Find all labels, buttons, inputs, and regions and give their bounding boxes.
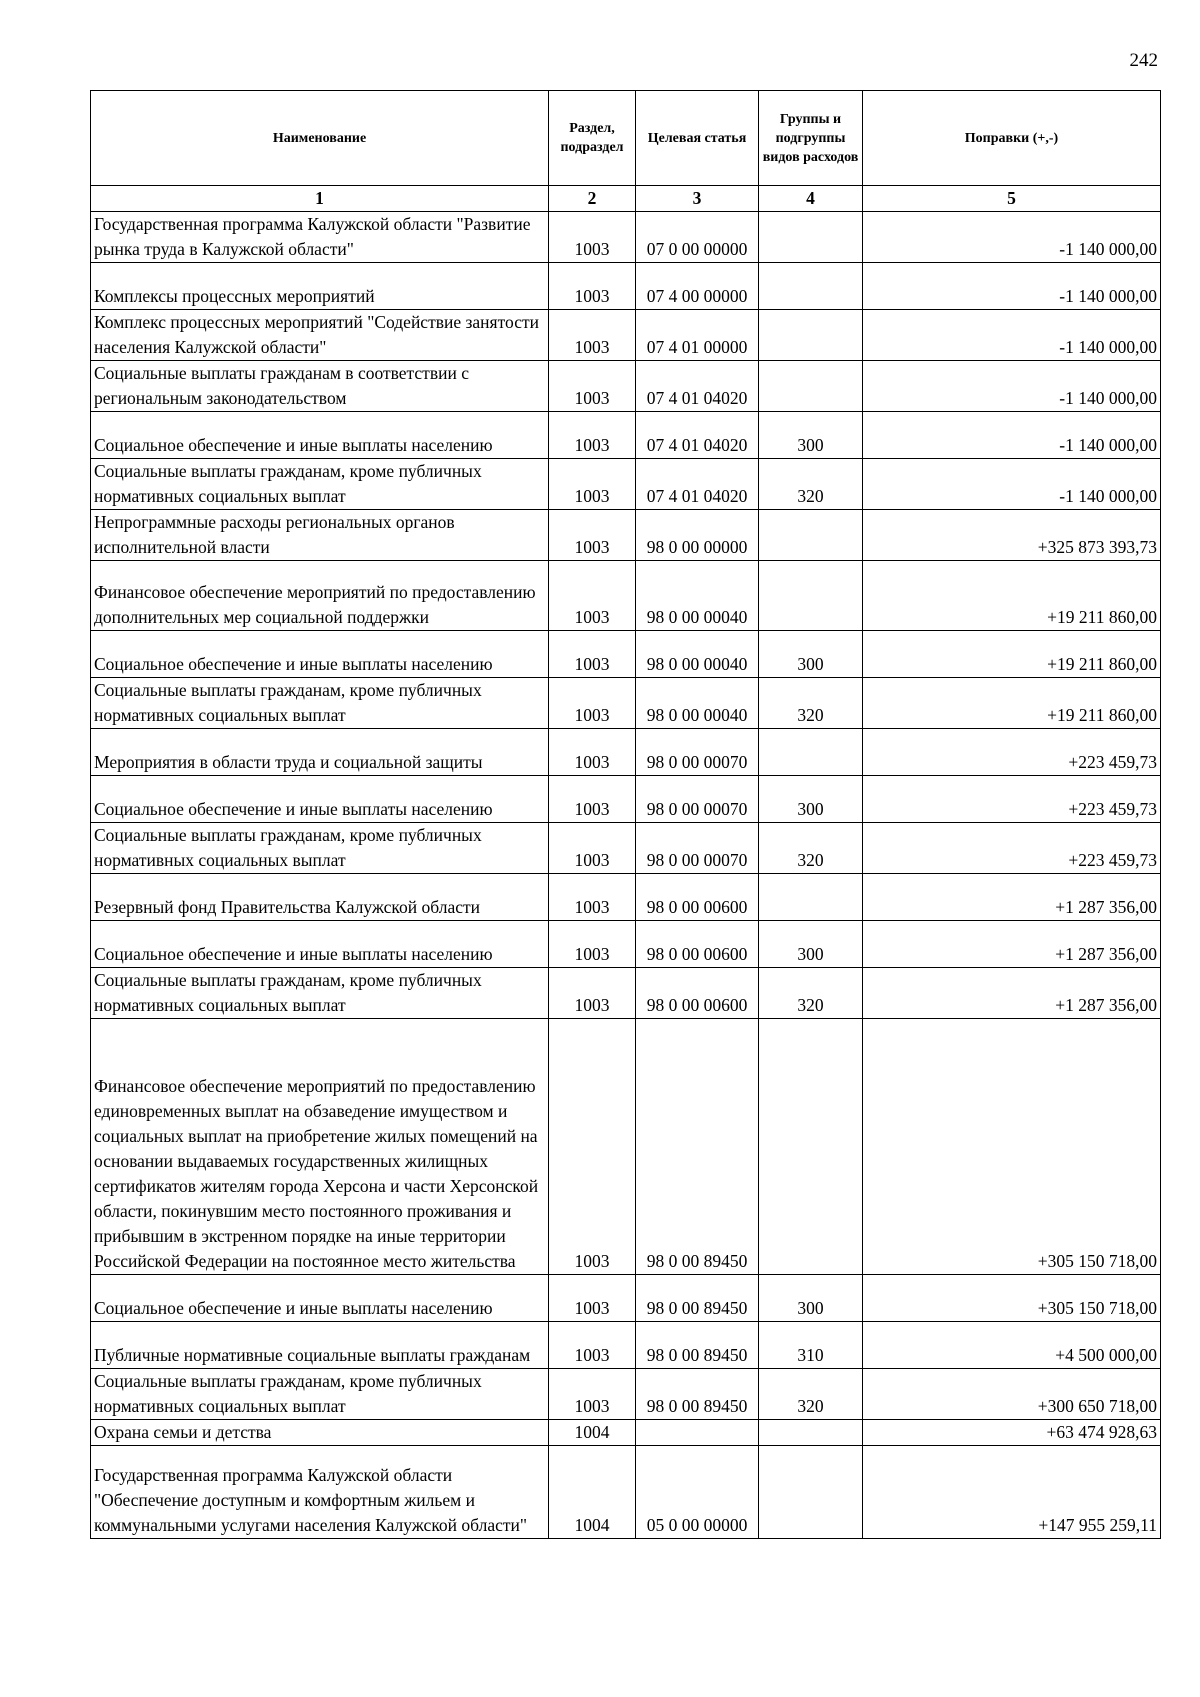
page-number: 242 — [1129, 50, 1158, 71]
row-article: 98 0 00 00070 — [636, 729, 759, 776]
row-section: 1003 — [549, 459, 636, 510]
row-article: 98 0 00 00040 — [636, 561, 759, 631]
row-section: 1004 — [549, 1420, 636, 1446]
column-number: 5 — [863, 186, 1161, 212]
row-section: 1003 — [549, 874, 636, 921]
row-article: 07 4 01 00000 — [636, 310, 759, 361]
table-row — [91, 678, 1161, 729]
row-name: Социальные выплаты гражданам, кроме публичных нормативных социальных выплат — [91, 678, 549, 729]
table-row — [91, 361, 1161, 412]
column-number: 3 — [636, 186, 759, 212]
row-article: 98 0 00 89450 — [636, 1019, 759, 1275]
row-name: Непрограммные расходы региональных органов исполнительной власти — [91, 510, 549, 561]
row-group — [759, 310, 863, 361]
row-name: Публичные нормативные социальные выплаты гражданам — [91, 1322, 549, 1369]
row-group — [759, 263, 863, 310]
table-row — [91, 1019, 1161, 1275]
row-name: Мероприятия в области труда и социальной защиты — [91, 729, 549, 776]
table-row — [91, 631, 1161, 678]
row-amount: +1 287 356,00 — [863, 874, 1161, 921]
row-group: 300 — [759, 776, 863, 823]
row-group — [759, 1420, 863, 1446]
row-group — [759, 510, 863, 561]
budget-amendments-table — [90, 90, 1161, 1539]
row-name: Охрана семьи и детства — [91, 1420, 549, 1446]
row-article: 98 0 00 00070 — [636, 776, 759, 823]
table-row — [91, 776, 1161, 823]
row-amount: +63 474 928,63 — [863, 1420, 1161, 1446]
row-amount: +19 211 860,00 — [863, 631, 1161, 678]
table-row — [91, 459, 1161, 510]
table-row — [91, 874, 1161, 921]
column-number: 4 — [759, 186, 863, 212]
row-article: 98 0 00 00040 — [636, 631, 759, 678]
table-row — [91, 412, 1161, 459]
table-header-row — [91, 91, 1161, 186]
row-article: 05 0 00 00000 — [636, 1446, 759, 1539]
row-group: 310 — [759, 1322, 863, 1369]
table-row — [91, 1446, 1161, 1539]
row-group — [759, 361, 863, 412]
row-name: Государственная программа Калужской области "Развитие рынка труда в Калужской области" — [91, 212, 549, 263]
row-section: 1003 — [549, 921, 636, 968]
row-group: 320 — [759, 968, 863, 1019]
row-article: 98 0 00 89450 — [636, 1275, 759, 1322]
row-section: 1003 — [549, 823, 636, 874]
row-name: Комплекс процессных мероприятий "Содействие занятости населения Калужской области" — [91, 310, 549, 361]
table-row — [91, 561, 1161, 631]
row-group — [759, 561, 863, 631]
row-article: 07 4 00 00000 — [636, 263, 759, 310]
row-group — [759, 1019, 863, 1275]
row-amount: -1 140 000,00 — [863, 212, 1161, 263]
row-name: Социальные выплаты гражданам, кроме публичных нормативных социальных выплат — [91, 823, 549, 874]
row-amount: -1 140 000,00 — [863, 412, 1161, 459]
row-section: 1003 — [549, 561, 636, 631]
row-name: Социальное обеспечение и иные выплаты населению — [91, 631, 549, 678]
row-article: 98 0 00 00070 — [636, 823, 759, 874]
row-article: 98 0 00 00600 — [636, 921, 759, 968]
row-amount: -1 140 000,00 — [863, 310, 1161, 361]
row-group: 300 — [759, 412, 863, 459]
row-name: Финансовое обеспечение мероприятий по предоставлению дополнительных мер социальной поддержки — [91, 561, 549, 631]
header-amount: Поправки (+,-) — [863, 91, 1161, 186]
header-section: Раздел, подраздел — [549, 91, 636, 186]
row-section: 1003 — [549, 310, 636, 361]
table-row — [91, 823, 1161, 874]
row-amount: +1 287 356,00 — [863, 921, 1161, 968]
row-section: 1003 — [549, 678, 636, 729]
table-row — [91, 1275, 1161, 1322]
table-row — [91, 1369, 1161, 1420]
row-article: 07 4 01 04020 — [636, 361, 759, 412]
row-section: 1003 — [549, 776, 636, 823]
row-section: 1003 — [549, 968, 636, 1019]
row-group: 320 — [759, 678, 863, 729]
row-article: 07 0 00 00000 — [636, 212, 759, 263]
row-amount: +223 459,73 — [863, 729, 1161, 776]
row-article: 98 0 00 00600 — [636, 874, 759, 921]
row-name: Социальное обеспечение и иные выплаты населению — [91, 776, 549, 823]
row-article: 98 0 00 00040 — [636, 678, 759, 729]
row-amount: +4 500 000,00 — [863, 1322, 1161, 1369]
row-section: 1003 — [549, 212, 636, 263]
row-amount: -1 140 000,00 — [863, 263, 1161, 310]
table-row — [91, 968, 1161, 1019]
row-group: 320 — [759, 823, 863, 874]
row-section: 1003 — [549, 631, 636, 678]
row-section: 1003 — [549, 1019, 636, 1275]
row-name: Социальные выплаты гражданам, кроме публичных нормативных социальных выплат — [91, 1369, 549, 1420]
row-section: 1003 — [549, 412, 636, 459]
row-name: Социальные выплаты гражданам, кроме публичных нормативных социальных выплат — [91, 459, 549, 510]
row-section: 1003 — [549, 361, 636, 412]
table-row — [91, 510, 1161, 561]
row-article: 07 4 01 04020 — [636, 412, 759, 459]
row-section: 1003 — [549, 1369, 636, 1420]
row-article — [636, 1420, 759, 1446]
row-group: 300 — [759, 1275, 863, 1322]
header-article: Целевая статья — [636, 91, 759, 186]
row-section: 1004 — [549, 1446, 636, 1539]
row-amount: +300 650 718,00 — [863, 1369, 1161, 1420]
row-article: 98 0 00 89450 — [636, 1322, 759, 1369]
row-group: 300 — [759, 921, 863, 968]
row-article: 98 0 00 89450 — [636, 1369, 759, 1420]
row-name: Социальное обеспечение и иные выплаты населению — [91, 921, 549, 968]
row-article: 07 4 01 04020 — [636, 459, 759, 510]
row-section: 1003 — [549, 1275, 636, 1322]
row-group — [759, 1446, 863, 1539]
table-row — [91, 1322, 1161, 1369]
row-group — [759, 729, 863, 776]
row-amount: -1 140 000,00 — [863, 361, 1161, 412]
table-row — [91, 212, 1161, 263]
row-group — [759, 212, 863, 263]
row-section: 1003 — [549, 510, 636, 561]
row-amount: +19 211 860,00 — [863, 561, 1161, 631]
row-section: 1003 — [549, 263, 636, 310]
row-amount: +223 459,73 — [863, 776, 1161, 823]
row-section: 1003 — [549, 1322, 636, 1369]
table-row — [91, 921, 1161, 968]
header-name: Наименование — [91, 91, 549, 186]
row-amount: -1 140 000,00 — [863, 459, 1161, 510]
row-name: Социальные выплаты гражданам, кроме публичных нормативных социальных выплат — [91, 968, 549, 1019]
table-row — [91, 310, 1161, 361]
column-number: 2 — [549, 186, 636, 212]
row-group: 320 — [759, 1369, 863, 1420]
table-row — [91, 729, 1161, 776]
row-name: Резервный фонд Правительства Калужской области — [91, 874, 549, 921]
row-amount: +1 287 356,00 — [863, 968, 1161, 1019]
table-row — [91, 1420, 1161, 1446]
header-groups: Группы и подгруппы видов расходов — [759, 91, 863, 186]
row-name: Финансовое обеспечение мероприятий по предоставлению единовременных выплат на обзаведение имуществом и социальных выплат на приобретение жилых помещений на основании выдаваемых государственных жилищных сертификатов жителям города Херсона и части Херсонской области, покинувшим место постоянного проживания и прибывшим в экстренном порядке на иные территории Российской Федерации на постоянное место жительства — [91, 1019, 549, 1275]
row-name: Государственная программа Калужской области "Обеспечение доступным и комфортным жильем и коммунальными услугами населения Калужской области" — [91, 1446, 549, 1539]
row-group — [759, 874, 863, 921]
row-amount: +223 459,73 — [863, 823, 1161, 874]
row-name: Социальное обеспечение и иные выплаты населению — [91, 412, 549, 459]
row-amount: +147 955 259,11 — [863, 1446, 1161, 1539]
row-name: Комплексы процессных мероприятий — [91, 263, 549, 310]
column-number-row — [91, 186, 1161, 212]
table-row — [91, 263, 1161, 310]
row-amount: +325 873 393,73 — [863, 510, 1161, 561]
row-amount: +19 211 860,00 — [863, 678, 1161, 729]
row-group: 300 — [759, 631, 863, 678]
row-amount: +305 150 718,00 — [863, 1275, 1161, 1322]
row-group: 320 — [759, 459, 863, 510]
row-amount: +305 150 718,00 — [863, 1019, 1161, 1275]
row-name: Социальные выплаты гражданам в соответствии с региональным законодательством — [91, 361, 549, 412]
row-name: Социальное обеспечение и иные выплаты населению — [91, 1275, 549, 1322]
column-number: 1 — [91, 186, 549, 212]
row-article: 98 0 00 00600 — [636, 968, 759, 1019]
row-article: 98 0 00 00000 — [636, 510, 759, 561]
row-section: 1003 — [549, 729, 636, 776]
